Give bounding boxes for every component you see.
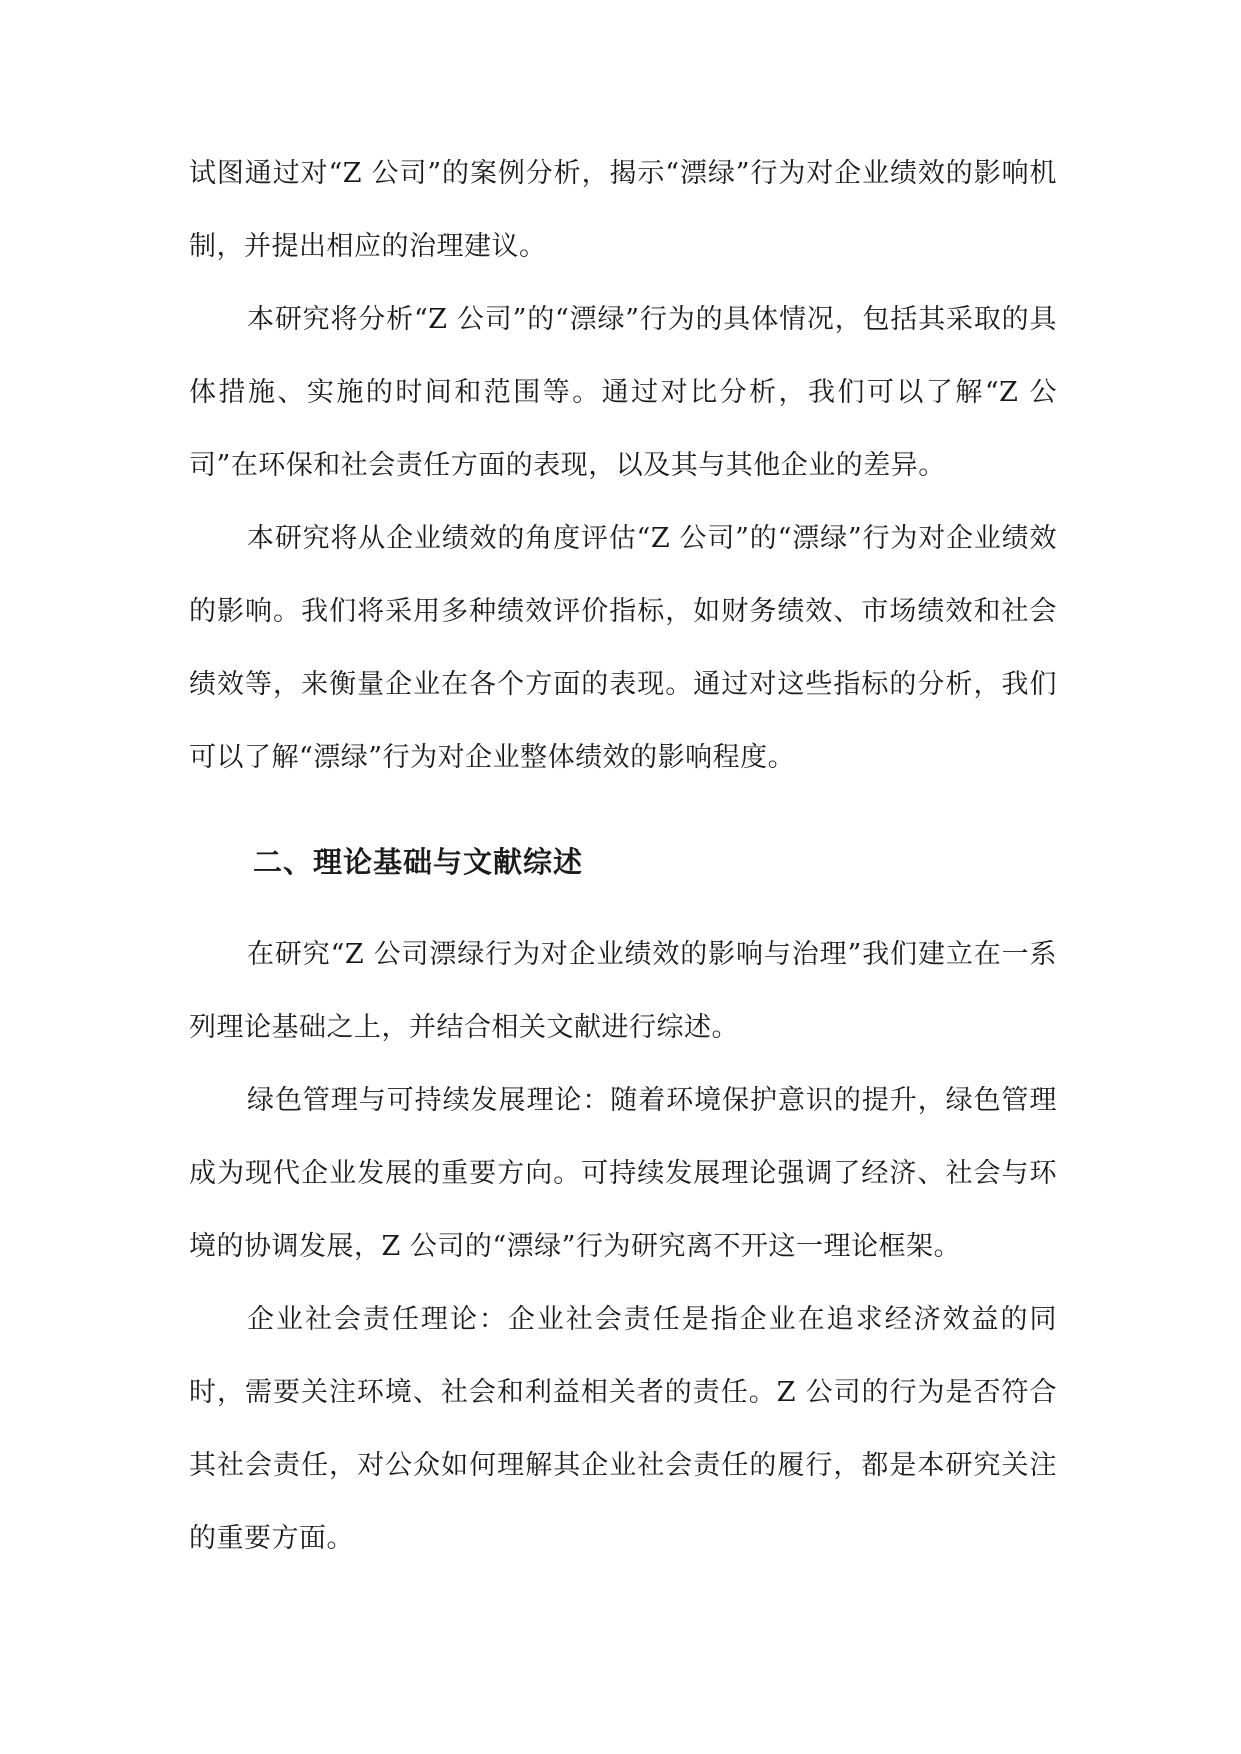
paragraph-4: 在研究“Z 公司漂绿行为对企业绩效的影响与治理”我们建立在一系列理论基础之上，并结合相关文献进行综述。 [189,939,1057,1043]
paragraph-5: 绿色管理与可持续发展理论：随着环境保护意识的提升，绿色管理成为现代企业发展的重要方向。可持续发展理论强调了经济、社会与环境的协调发展，Z 公司的“漂绿”行为研究离不开这一理论框架。 [189,1085,1057,1262]
document-body [189,137,1057,1575]
paragraph-6: 企业社会责任理论：企业社会责任是指企业在追求经济效益的同时，需要关注环境、社会和利益相关者的责任。Z 公司的行为是否符合其社会责任，对公众如何理解其企业社会责任的履行，都是本研究关注的重要方面。 [189,1304,1057,1554]
paragraph-2: 本研究将分析“Z 公司”的“漂绿”行为的具体情况，包括其采取的具体措施、实施的时间和范围等。通过对比分析，我们可以了解“Z 公司”在环保和社会责任方面的表现，以及其与其他企业的差异。 [189,304,1057,481]
paragraph-1: 试图通过对“Z 公司”的案例分析，揭示“漂绿”行为对企业绩效的影响机制，并提出相应的治理建议。 [189,158,1057,262]
paragraph-3: 本研究将从企业绩效的角度评估“Z 公司”的“漂绿”行为对企业绩效的影响。我们将采用多种绩效评价指标，如财务绩效、市场绩效和社会绩效等，来衡量企业在各个方面的表现。通过对这些指标的分析，我们可以了解“漂绿”行为对企业整体绩效的影响程度。 [189,523,1057,773]
section-heading: 二、理论基础与文献综述 [253,845,584,879]
